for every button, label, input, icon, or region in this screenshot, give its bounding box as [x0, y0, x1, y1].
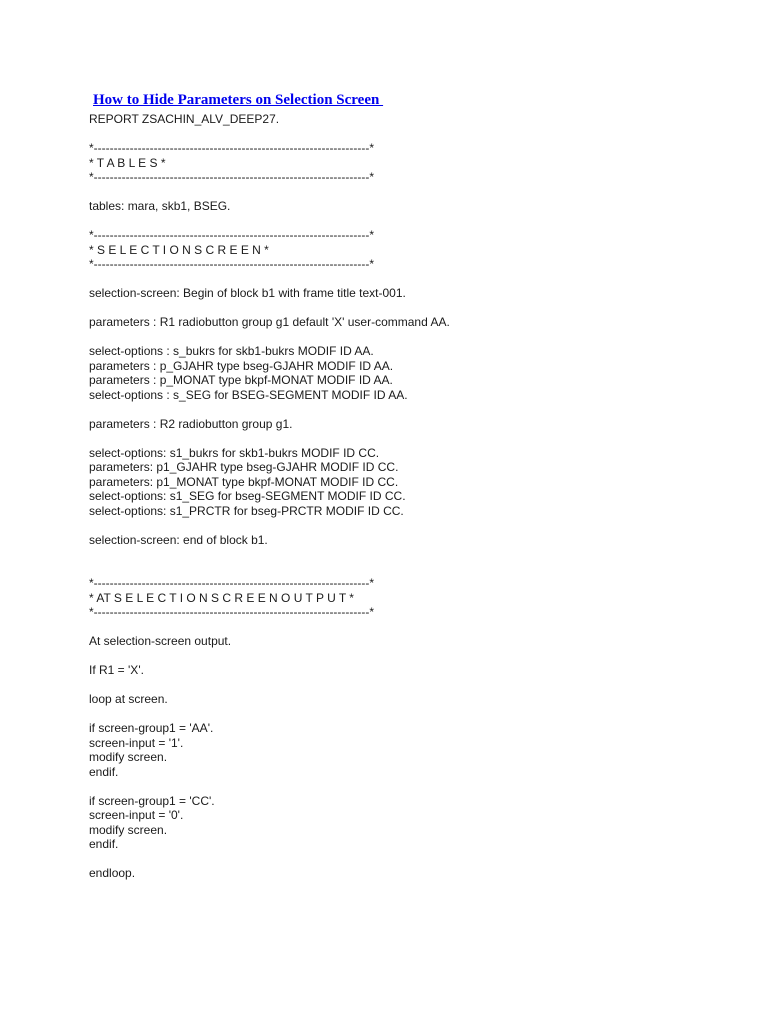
code-line: modify screen. [89, 750, 168, 764]
code-line: if screen-group1 = 'CC'. [89, 793, 215, 808]
code-line: screen-input = '1'. [89, 735, 184, 750]
blank-line [89, 649, 450, 664]
code-line: screen-input = '0'. [89, 808, 184, 822]
code-line: *---------------------------------------------------------------------* [89, 257, 375, 271]
blank-line [89, 272, 450, 287]
blank-line [89, 779, 450, 794]
code-line: selection-screen: Begin of block b1 with frame title text-001. [89, 286, 406, 300]
code-line: parameters : p_MONAT type bkpf-MONAT MODIF ID AA. [89, 373, 393, 387]
blank-line [89, 678, 450, 693]
code-line: parameters : p_GJAHR type bseg-GJAHR MODIF ID AA. [89, 358, 394, 373]
code-line: loop at screen. [89, 692, 168, 706]
code-line: *---------------------------------------------------------------------* [89, 605, 375, 619]
code-line: select-options : s_bukrs for skb1-bukrs MODIF ID AA. [89, 344, 374, 358]
blank-line [89, 707, 450, 722]
blank-line [89, 852, 450, 867]
code-line: select-options: s1_PRCTR for bseg-PRCTR MODIF ID CC. [89, 503, 404, 518]
code-line: select-options : s_SEG for BSEG-SEGMENT MODIF ID AA. [89, 387, 408, 402]
code-line: At selection-screen output. [89, 634, 232, 648]
code-line: parameters: p1_GJAHR type bseg-GJAHR MODIF ID CC. [89, 460, 399, 474]
code-block [89, 112, 450, 881]
code-line: endif. [89, 764, 119, 779]
code-line: * T A B L E S * [89, 155, 166, 170]
code-line: * AT S E L E C T I O N S C R E E N O U T P U T * [89, 590, 354, 605]
code-line: modify screen. [89, 822, 168, 837]
blank-line [89, 402, 450, 417]
code-line: * S E L E C T I O N S C R E E N * [89, 242, 269, 257]
blank-line [89, 518, 450, 533]
blank-line [89, 127, 450, 142]
code-line: parameters : R1 radiobutton group g1 default 'X' user-command AA. [89, 315, 450, 329]
blank-line [89, 620, 450, 635]
code-line: *---------------------------------------------------------------------* [89, 141, 375, 155]
blank-line [89, 301, 450, 316]
blank-line [89, 214, 450, 229]
code-line: REPORT ZSACHIN_ALV_DEEP27. [89, 112, 280, 126]
code-line: *---------------------------------------------------------------------* [89, 576, 375, 590]
blank-line [89, 547, 450, 562]
blank-line [89, 185, 450, 200]
code-line: if screen-group1 = 'AA'. [89, 721, 214, 735]
code-line: endloop. [89, 866, 136, 880]
code-line: selection-screen: end of block b1. [89, 532, 268, 547]
blank-line [89, 431, 450, 446]
document-title-link[interactable]: How to Hide Parameters on Selection Screen [93, 92, 384, 108]
code-line: *---------------------------------------------------------------------* [89, 228, 375, 242]
code-line: parameters: p1_MONAT type bkpf-MONAT MODIF ID CC. [89, 474, 399, 489]
code-line: If R1 = 'X'. [89, 663, 144, 677]
blank-line [89, 562, 450, 577]
code-line: select-options: s1_bukrs for skb1-bukrs MODIF ID CC. [89, 445, 380, 460]
code-line: tables: mara, skb1, BSEG. [89, 199, 231, 213]
code-line: select-options: s1_SEG for bseg-SEGMENT MODIF ID CC. [89, 489, 406, 503]
code-line: parameters : R2 radiobutton group g1. [89, 416, 293, 431]
blank-line [89, 330, 450, 345]
code-line: endif. [89, 837, 119, 851]
code-line: *---------------------------------------------------------------------* [89, 170, 375, 184]
